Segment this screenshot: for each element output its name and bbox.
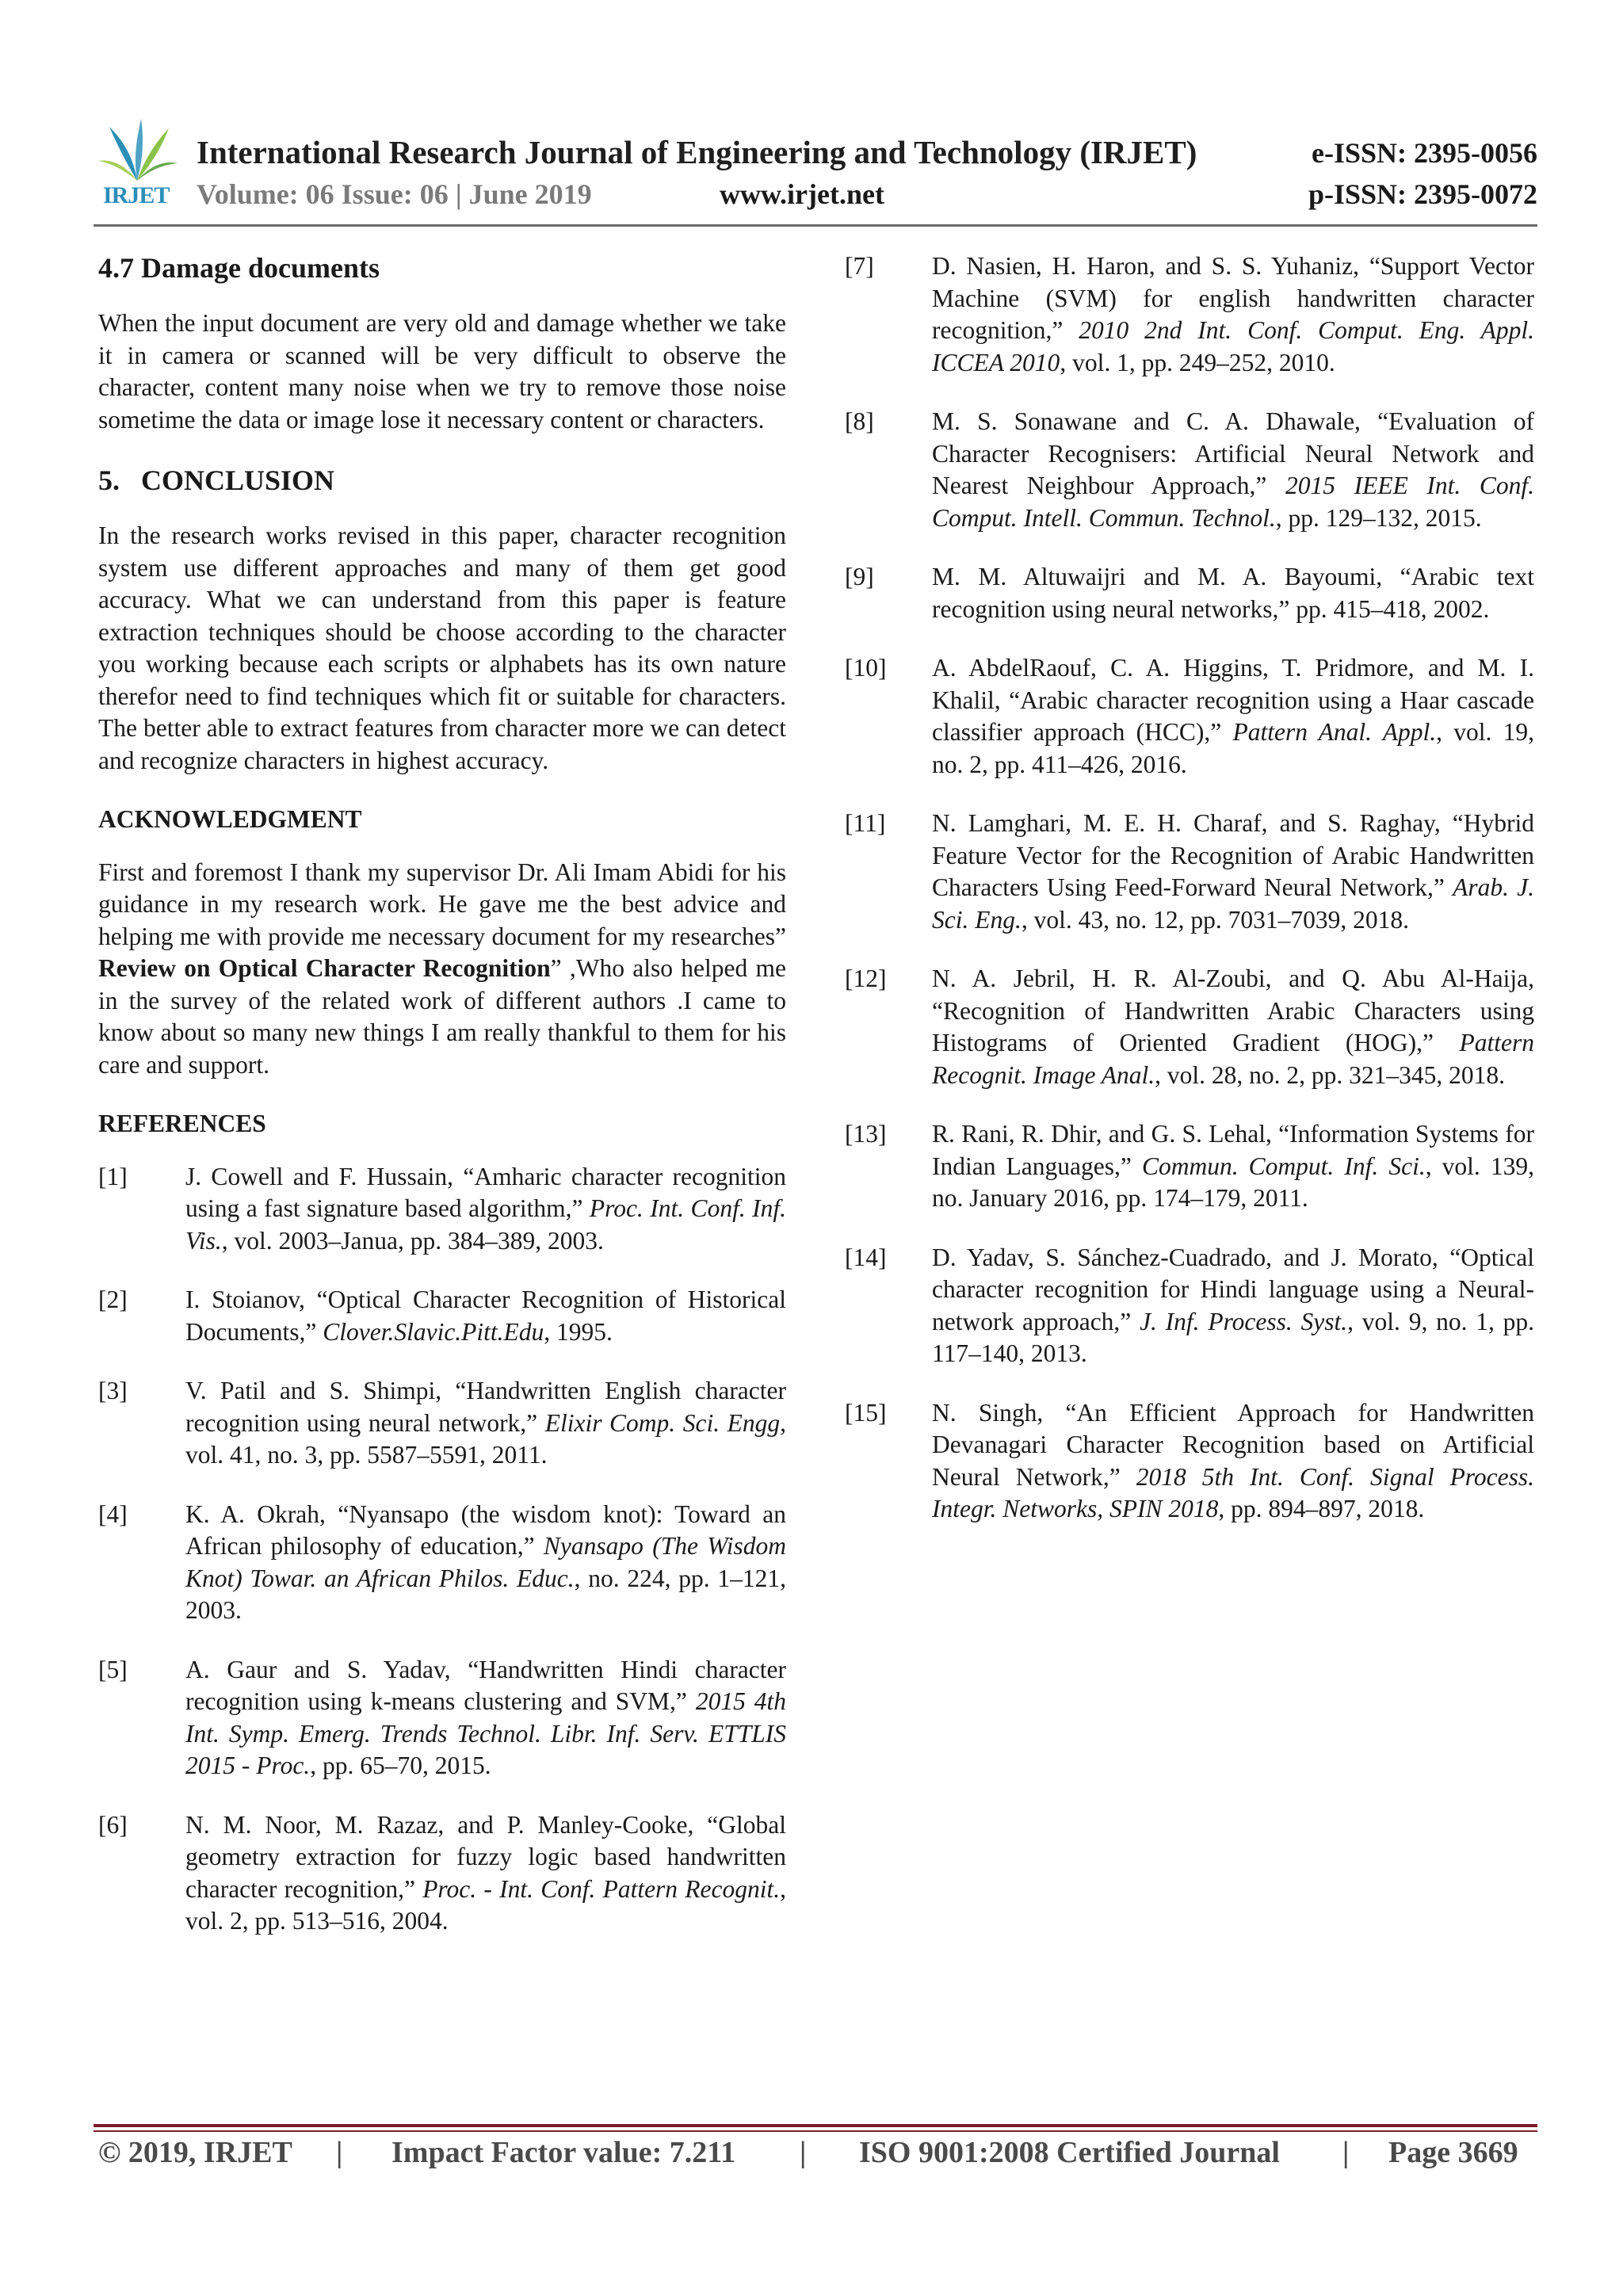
- footer-separator: |: [1342, 2136, 1350, 2169]
- reference-details: , vol. 43, no. 12, pp. 7031–7039, 2018.: [1021, 905, 1409, 934]
- volume-info: Volume: 06 Issue: 06 | June 2019: [197, 178, 592, 210]
- reference-number: [11]: [845, 809, 886, 837]
- reference-details: , no. 224, pp. 1–121, 2003.: [185, 1564, 786, 1624]
- reference-details: , vol. 2003–Janua, pp. 384–389, 2003.: [221, 1226, 604, 1255]
- reference-number: [1]: [98, 1162, 128, 1190]
- eissn: e-ISSN: 2395-0056: [1312, 137, 1537, 169]
- reference-details: , pp. 65–70, 2015.: [310, 1752, 491, 1779]
- footer-impact-factor: Impact Factor value: 7.211: [391, 2136, 736, 2169]
- reference-item: [845, 652, 1534, 781]
- reference-number: [5]: [98, 1655, 128, 1683]
- reference-item: [98, 1809, 786, 1938]
- reference-number: [2]: [98, 1286, 128, 1313]
- reference-item: [845, 406, 1534, 534]
- reference-number: [13]: [845, 1120, 887, 1148]
- footer-copyright: © 2019, IRJET: [98, 2136, 292, 2169]
- ack-text-bold: Review on Optical Character Recognition: [98, 954, 551, 982]
- reference-authors-title: N. M. Noor, M. Razaz, and P. Manley-Cooke, “Global geometry extraction for fuzzy logic based handwritten character recognition,”: [185, 1810, 786, 1903]
- reference-authors-title: R. Rani, R. Dhir, and G. S. Lehal, “Information Systems for Indian Languages,”: [932, 1120, 1534, 1180]
- reference-text: [185, 1375, 786, 1472]
- reference-venue: 2015 IEEE Int. Conf. Comput. Intell. Commun. Technol.: [932, 472, 1535, 532]
- reference-item: [98, 1284, 786, 1348]
- reference-venue: Pattern Recognit. Image Anal.: [932, 1029, 1534, 1089]
- right-column: [845, 250, 1534, 1553]
- reference-number: [9]: [845, 563, 874, 590]
- footer-rule: [94, 2124, 1537, 2127]
- reference-authors-title: K. A. Okrah, “Nyansapo (the wisdom knot): Toward an African philosophy of education,”: [185, 1499, 786, 1560]
- reference-venue: J. Inf. Process. Syst.: [1140, 1307, 1348, 1335]
- reference-item: [845, 963, 1534, 1091]
- logo-text: IRJET: [103, 182, 170, 208]
- irjet-logo: [94, 117, 181, 216]
- header-divider: [94, 224, 1537, 227]
- journal-website[interactable]: www.irjet.net: [720, 178, 884, 210]
- reference-item: [845, 1242, 1534, 1370]
- reference-number: [14]: [845, 1243, 887, 1271]
- footer-rule-thin: [94, 2130, 1537, 2132]
- reference-details: , vol. 41, no. 3, pp. 5587–5591, 2011.: [185, 1408, 786, 1469]
- conclusion-heading: 5. CONCLUSION: [98, 464, 335, 496]
- reference-venue: Nyansapo (The Wisdom Knot) Towar. an African Philos. Educ.: [185, 1532, 787, 1592]
- reference-item: [845, 1397, 1534, 1526]
- left-column: [98, 250, 786, 1965]
- irjet-leaf-icon: [94, 117, 181, 189]
- damage-documents-text: When the input document are very old and damage whether we take it in camera or scanned will be very difficult to observe the character, content many noise when we try to remove those noise sometime the data or image lose it necessary content or characters.: [98, 309, 786, 434]
- reference-details: , vol. 1, pp. 249–252, 2010.: [1060, 348, 1335, 376]
- reference-item: [845, 561, 1534, 625]
- page-footer: [98, 2135, 1537, 2175]
- reference-item: [845, 250, 1534, 379]
- reference-text: [932, 1118, 1534, 1215]
- reference-venue: 2010 2nd Int. Conf. Comput. Eng. Appl. ICCEA 2010: [932, 316, 1534, 376]
- reference-authors-title: N. Lamghari, M. E. H. Charaf, and S. Raghay, “Hybrid Feature Vector for the Recognition of Arabic Handwritten Characters Using Feed-Forward Neural Network,”: [932, 809, 1534, 901]
- reference-item: [98, 1654, 786, 1782]
- reference-item: [98, 1161, 786, 1258]
- reference-item: [845, 808, 1534, 936]
- reference-venue: Proc. - Int. Conf. Pattern Recognit.: [422, 1874, 781, 1903]
- reference-text: [185, 1161, 786, 1258]
- reference-number: [3]: [98, 1377, 128, 1404]
- footer-page-number: Page 3669: [1388, 2136, 1518, 2169]
- pissn: p-ISSN: 2395-0072: [1308, 178, 1537, 210]
- reference-authors-title: A. AbdelRaouf, C. A. Higgins, T. Pridmore, and M. I. Khalil, “Arabic character recognition using a Haar cascade classifier approach (HCC),”: [932, 654, 1534, 746]
- reference-text: [185, 1499, 786, 1627]
- reference-text: [932, 963, 1534, 1091]
- reference-venue: Pattern Anal. Appl.: [1232, 718, 1437, 746]
- reference-item: [98, 1375, 786, 1472]
- reference-venue: Elixir Comp. Sci. Engg: [544, 1408, 781, 1437]
- reference-number: [10]: [845, 654, 887, 682]
- reference-venue: Clover.Slavic.Pitt.Edu: [323, 1317, 544, 1346]
- conclusion-text: In the research works revised in this paper, character recognition system use different approaches and many of them get good accuracy. What we can understand from this paper is feature extraction techniques should be choose according to the character you working because each scripts or alphabets has its own nature therefor need to find techniques which fit or suitable for characters. The better able to extract features from character more we can detect and recognize characters in highest accuracy.: [98, 521, 786, 774]
- acknowledgment-heading: ACKNOWLEDGMENT: [98, 805, 362, 833]
- reference-details: , vol. 9, no. 1, pp. 117–140, 2013.: [932, 1307, 1535, 1367]
- reference-number: [4]: [98, 1499, 128, 1528]
- reference-number: [7]: [845, 252, 874, 280]
- reference-text: [932, 406, 1534, 534]
- footer-separator: |: [336, 2136, 343, 2169]
- footer-iso: ISO 9001:2008 Certified Journal: [859, 2136, 1280, 2169]
- reference-text: [185, 1809, 786, 1938]
- reference-authors-title: N. A. Jebril, H. R. Al-Zoubi, and Q. Abu Al-Haija, “Recognition of Handwritten Arabic Characters using Histograms of Oriented Gradient (HOG),”: [932, 965, 1534, 1056]
- reference-item: [845, 1118, 1534, 1215]
- reference-details: , vol. 2, pp. 513–516, 2004.: [185, 1874, 787, 1935]
- reference-text: [932, 652, 1534, 781]
- references-heading: REFERENCES: [98, 1110, 266, 1137]
- reference-text: [185, 1654, 786, 1782]
- ack-text-part-2: ” ,Who also helped me in the survey of the related work of different authors .I came to know about so many new things I am really thankful to them for his care and support.: [98, 954, 786, 1079]
- reference-authors-title: D. Nasien, H. Haron, and S. S. Yuhaniz, “Support Vector Machine (SVM) for english handwritten character recognition,”: [932, 252, 1534, 344]
- reference-details: , vol. 139, no. January 2016, pp. 174–179, 2011.: [932, 1152, 1534, 1212]
- ack-text-part-1: First and foremost I thank my supervisor Dr. Ali Imam Abidi for his guidance in my research work. He gave me the best advice and helping me with provide me necessary document for my researches”: [98, 858, 786, 950]
- damage-documents-heading: 4.7 Damage documents: [98, 252, 380, 284]
- reference-details: , vol. 28, no. 2, pp. 321–345, 2018.: [1155, 1060, 1505, 1089]
- reference-text: [185, 1284, 786, 1348]
- reference-authors-title: M. S. Sonawane and C. A. Dhawale, “Evaluation of Character Recognisers: Artificial Neural Network and Nearest Neighbour Approach,”: [932, 407, 1534, 499]
- references-list-left: [98, 1161, 786, 1938]
- reference-text: [932, 1242, 1534, 1370]
- journal-title: International Research Journal of Engineering and Technology (IRJET): [197, 134, 1197, 170]
- reference-details: , pp. 129–132, 2015.: [1275, 503, 1482, 532]
- reference-venue: Proc. Int. Conf. Inf. Vis.: [185, 1194, 786, 1255]
- reference-text: [932, 1397, 1534, 1526]
- reference-details: , vol. 19, no. 2, pp. 411–426, 2016.: [932, 718, 1534, 778]
- reference-authors-title: J. Cowell and F. Hussain, “Amharic character recognition using a fast signature based algorithm,”: [185, 1162, 786, 1222]
- reference-item: [98, 1499, 786, 1627]
- reference-authors-title: D. Yadav, S. Sánchez-Cuadrado, and J. Morato, “Optical character recognition for Hindi language using a Neural-network approach,”: [932, 1243, 1534, 1335]
- reference-details: , 1995.: [544, 1317, 613, 1346]
- reference-details: , pp. 894–897, 2018.: [1218, 1495, 1425, 1522]
- acknowledgment-text: [98, 857, 786, 1082]
- reference-authors-title: I. Stoianov, “Optical Character Recognition of Historical Documents,”: [185, 1286, 786, 1346]
- reference-authors-title: N. Singh, “An Efficient Approach for Handwritten Devanagari Character Recognition based on Artificial Neural Network,”: [932, 1398, 1534, 1491]
- reference-venue: 2018 5th Int. Conf. Signal Process. Integr. Networks, SPIN 2018: [932, 1462, 1535, 1522]
- reference-text: [932, 561, 1534, 625]
- reference-venue: Arab. J. Sci. Eng.: [932, 873, 1534, 934]
- reference-text: [932, 250, 1534, 379]
- reference-number: [12]: [845, 965, 887, 992]
- page-header: [94, 117, 1537, 228]
- reference-number: [15]: [845, 1398, 887, 1427]
- reference-number: [8]: [845, 407, 874, 435]
- reference-text: [932, 808, 1534, 936]
- reference-authors-title: V. Patil and S. Shimpi, “Handwritten English character recognition using neural network,”: [185, 1377, 786, 1437]
- reference-venue: 2015 4th Int. Symp. Emerg. Trends Technol. Libr. Inf. Serv. ETTLIS 2015 - Proc.: [185, 1687, 786, 1779]
- reference-venue: Commun. Comput. Inf. Sci.: [1141, 1152, 1426, 1180]
- reference-number: [6]: [98, 1810, 128, 1839]
- references-list-right: [845, 250, 1534, 1526]
- reference-authors-title: A. Gaur and S. Yadav, “Handwritten Hindi character recognition using k-means clustering and SVM,”: [185, 1655, 786, 1715]
- reference-authors-title: M. M. Altuwaijri and M. A. Bayoumi, “Arabic text recognition using neural networks,” pp. 415–418, 2002.: [932, 563, 1534, 623]
- footer-separator: |: [800, 2136, 807, 2169]
